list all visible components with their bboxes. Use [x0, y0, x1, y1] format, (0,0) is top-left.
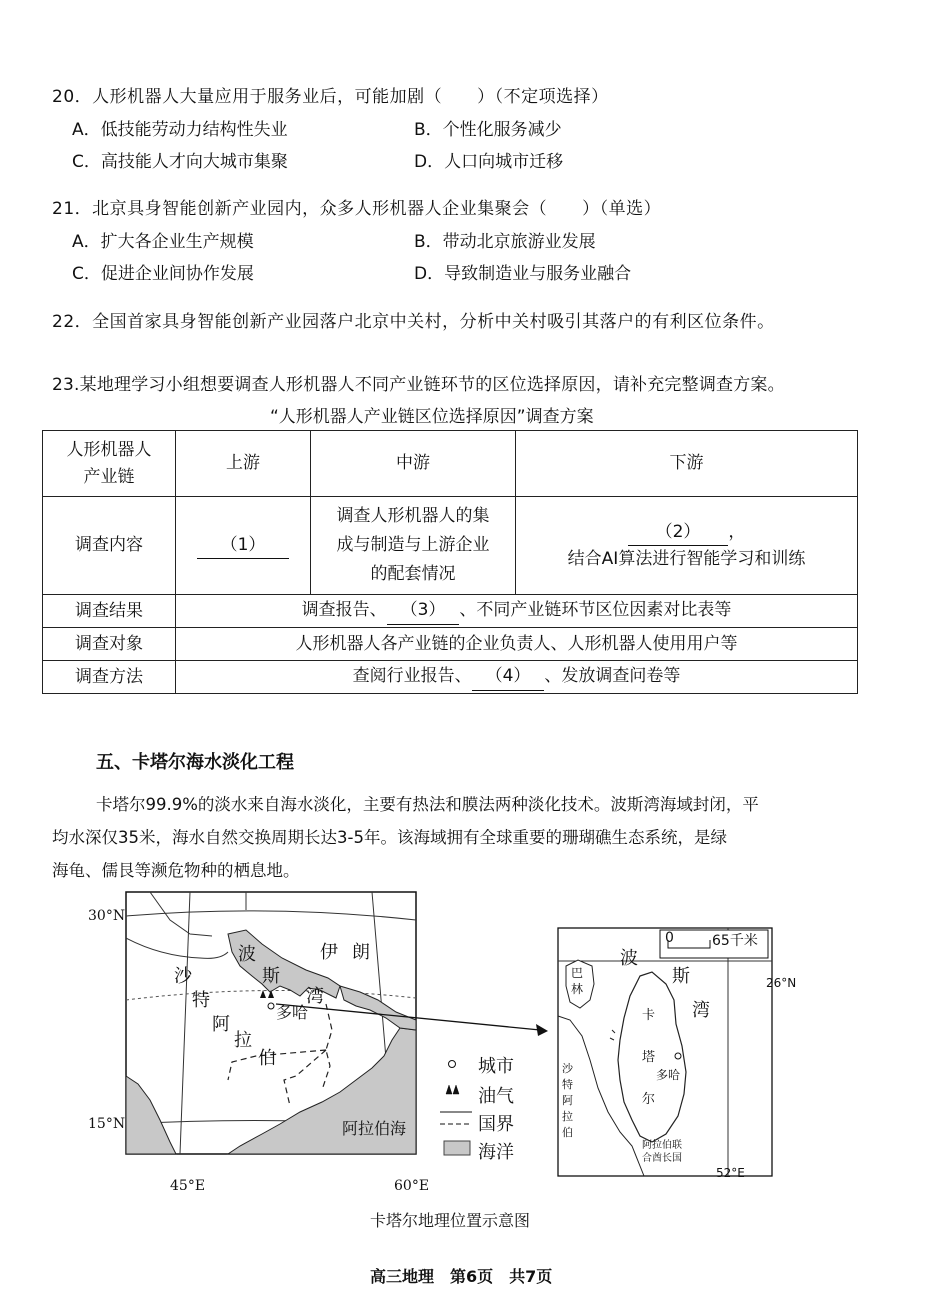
header-chain-line2: 产业链 [83, 466, 135, 487]
right-label-saudi-2: 特 [562, 1078, 573, 1091]
section5-para-line2: 均水深仅35米，海水自然交换周期长达3-5年。该海域拥有全球重要的珊瑚礁生态系统，是绿 [52, 828, 727, 847]
q21-option-c: C．促进企业间协作发展 [72, 264, 254, 284]
q20-option-c: C．高技能人才向大城市集聚 [72, 152, 288, 172]
object-label: 调查对象 [43, 628, 176, 661]
header-chain-line1: 人形机器人 [66, 440, 152, 461]
result-pre: 调查报告、 [301, 600, 387, 621]
right-label-gulf-3: 湾 [692, 1000, 710, 1021]
scale-zero: 0 [665, 930, 674, 946]
label-qatar-3: 尔 [642, 1092, 656, 1107]
legend-ocean-swatch [444, 1141, 470, 1155]
content-downstream-text: 结合AI算法进行智能学习和训练 [567, 549, 806, 569]
label-iran-1: 伊 [320, 942, 338, 963]
result-label: 调查结果 [43, 595, 176, 628]
lon-52e: 52°E [716, 1166, 745, 1180]
legend-oil-icon [446, 1085, 459, 1094]
label-saudi-1: 沙 [174, 966, 192, 987]
blank-1: （1） [197, 532, 290, 559]
right-label-saudi-1: 沙 [562, 1062, 573, 1075]
right-label-saudi-5: 伯 [562, 1126, 573, 1139]
q20-option-d: D．人口向城市迁移 [414, 152, 564, 172]
section5-para-line1: 卡塔尔99.9%的淡水来自海水淡化，主要有热法和膜法两种淡化技术。波斯湾海域封闭，平 [96, 795, 759, 814]
right-label-saudi-3: 阿 [562, 1094, 573, 1107]
q20-option-b: B．个性化服务减少 [414, 120, 562, 140]
section5-title: 五、卡塔尔海水淡化工程 [96, 752, 294, 773]
arrow-head-icon [536, 1024, 548, 1036]
label-saudi-3: 阿 [212, 1014, 230, 1035]
label-doha-right: 多哈 [656, 1068, 681, 1082]
q21-option-d: D．导致制造业与服务业融合 [414, 264, 632, 284]
label-saudi-5: 伯 [258, 1048, 276, 1069]
right-label-saudi-4: 拉 [562, 1110, 573, 1123]
survey-table [42, 430, 858, 694]
downstream-comma: ， [728, 521, 746, 542]
label-qatar-1: 卡 [642, 1008, 656, 1023]
q20-stem: 20．人形机器人大量应用于服务业后，可能加剧（ ）（不定项选择） [52, 87, 609, 107]
label-doha-left: 多哈 [276, 1003, 309, 1022]
label-saudi-2: 特 [192, 990, 210, 1011]
legend-city-label: 城市 [478, 1056, 514, 1077]
q21-option-a: A．扩大各企业生产规模 [72, 232, 254, 252]
header-chain [43, 431, 176, 497]
result-post: 、不同产业链环节区位因素对比表等 [459, 600, 732, 621]
q23-table-title: “人形机器人产业链区位选择原因”调查方案 [270, 407, 594, 427]
q23-stem: 23.某地理学习小组想要调查人形机器人不同产业链环节的区位选择原因，请补充完整调查方案。 [52, 375, 785, 395]
q22-stem: 22．全国首家具身智能创新产业园落户北京中关村，分析中关村吸引其落户的有利区位条件。 [52, 312, 775, 332]
section5-para-line3: 海龟、儒艮等濒危物种的栖息地。 [52, 861, 300, 880]
legend-oil-label: 油气 [478, 1086, 514, 1107]
label-qatar-2: 塔 [642, 1050, 656, 1065]
blank-2: （2） [628, 519, 729, 546]
label-gulf-1: 波 [238, 944, 256, 965]
header-downstream: 下游 [516, 431, 858, 497]
header-upstream: 上游 [176, 431, 311, 497]
q20-option-a: A．低技能劳动力结构性失业 [72, 120, 288, 140]
legend-ocean-label: 海洋 [478, 1142, 514, 1163]
label-uae-1: 阿拉伯联 [642, 1140, 682, 1151]
label-iran-2: 朗 [352, 942, 370, 963]
scale-65km: 65千米 [712, 933, 758, 949]
result-value [176, 595, 858, 628]
doha-city-icon [268, 1003, 274, 1009]
lat-26n: 26°N [766, 976, 797, 990]
lon-60e: 60°E [394, 1178, 430, 1194]
blank-3: （3） [387, 597, 460, 624]
right-label-gulf-1: 波 [620, 948, 638, 969]
label-gulf-2: 斯 [262, 966, 280, 987]
object-value: 人形机器人各产业链的企业负责人、人形机器人使用用户等 [176, 628, 858, 661]
figure-caption: 卡塔尔地理位置示意图 [370, 1211, 531, 1230]
right-label-gulf-2: 斯 [672, 966, 690, 987]
method-value [176, 661, 858, 694]
q21-option-b: B．带动北京旅游业发展 [414, 232, 596, 252]
content-midstream-line2: 成与制造与上游企业 [336, 535, 490, 556]
label-gulf-3: 湾 [306, 986, 324, 1007]
content-upstream [176, 497, 311, 595]
lat-15n: 15°N [88, 1116, 126, 1132]
legend-border-label: 国界 [478, 1114, 514, 1135]
content-midstream [311, 497, 516, 595]
q21-stem: 21．北京具身智能创新产业园内，众多人形机器人企业集聚会（ ）（单选） [52, 199, 662, 219]
right-doha-city-icon [675, 1053, 681, 1059]
content-midstream-line1: 调查人形机器人的集 [336, 506, 490, 527]
lat-30n: 30°N [88, 908, 126, 924]
page-footer: 高三地理 第6页 共7页 [370, 1267, 553, 1286]
content-midstream-line3: 的配套情况 [370, 563, 456, 584]
method-post: 、发放调查问卷等 [544, 666, 681, 687]
label-arabian-sea: 阿拉伯海 [342, 1119, 407, 1138]
header-midstream: 中游 [311, 431, 516, 497]
method-pre: 查阅行业报告、 [352, 666, 472, 687]
method-label: 调查方法 [43, 661, 176, 694]
label-saudi-4: 拉 [234, 1030, 252, 1051]
label-bahrain-2: 林 [571, 982, 584, 996]
label-bahrain-1: 巴 [571, 966, 584, 980]
content-downstream [516, 497, 858, 595]
lon-45e: 45°E [170, 1178, 206, 1194]
blank-4: （4） [472, 663, 545, 690]
legend-city-icon [449, 1061, 456, 1068]
map-figure [0, 880, 952, 1210]
label-uae-2: 合酋长国 [642, 1153, 682, 1164]
content-label: 调查内容 [43, 497, 176, 595]
